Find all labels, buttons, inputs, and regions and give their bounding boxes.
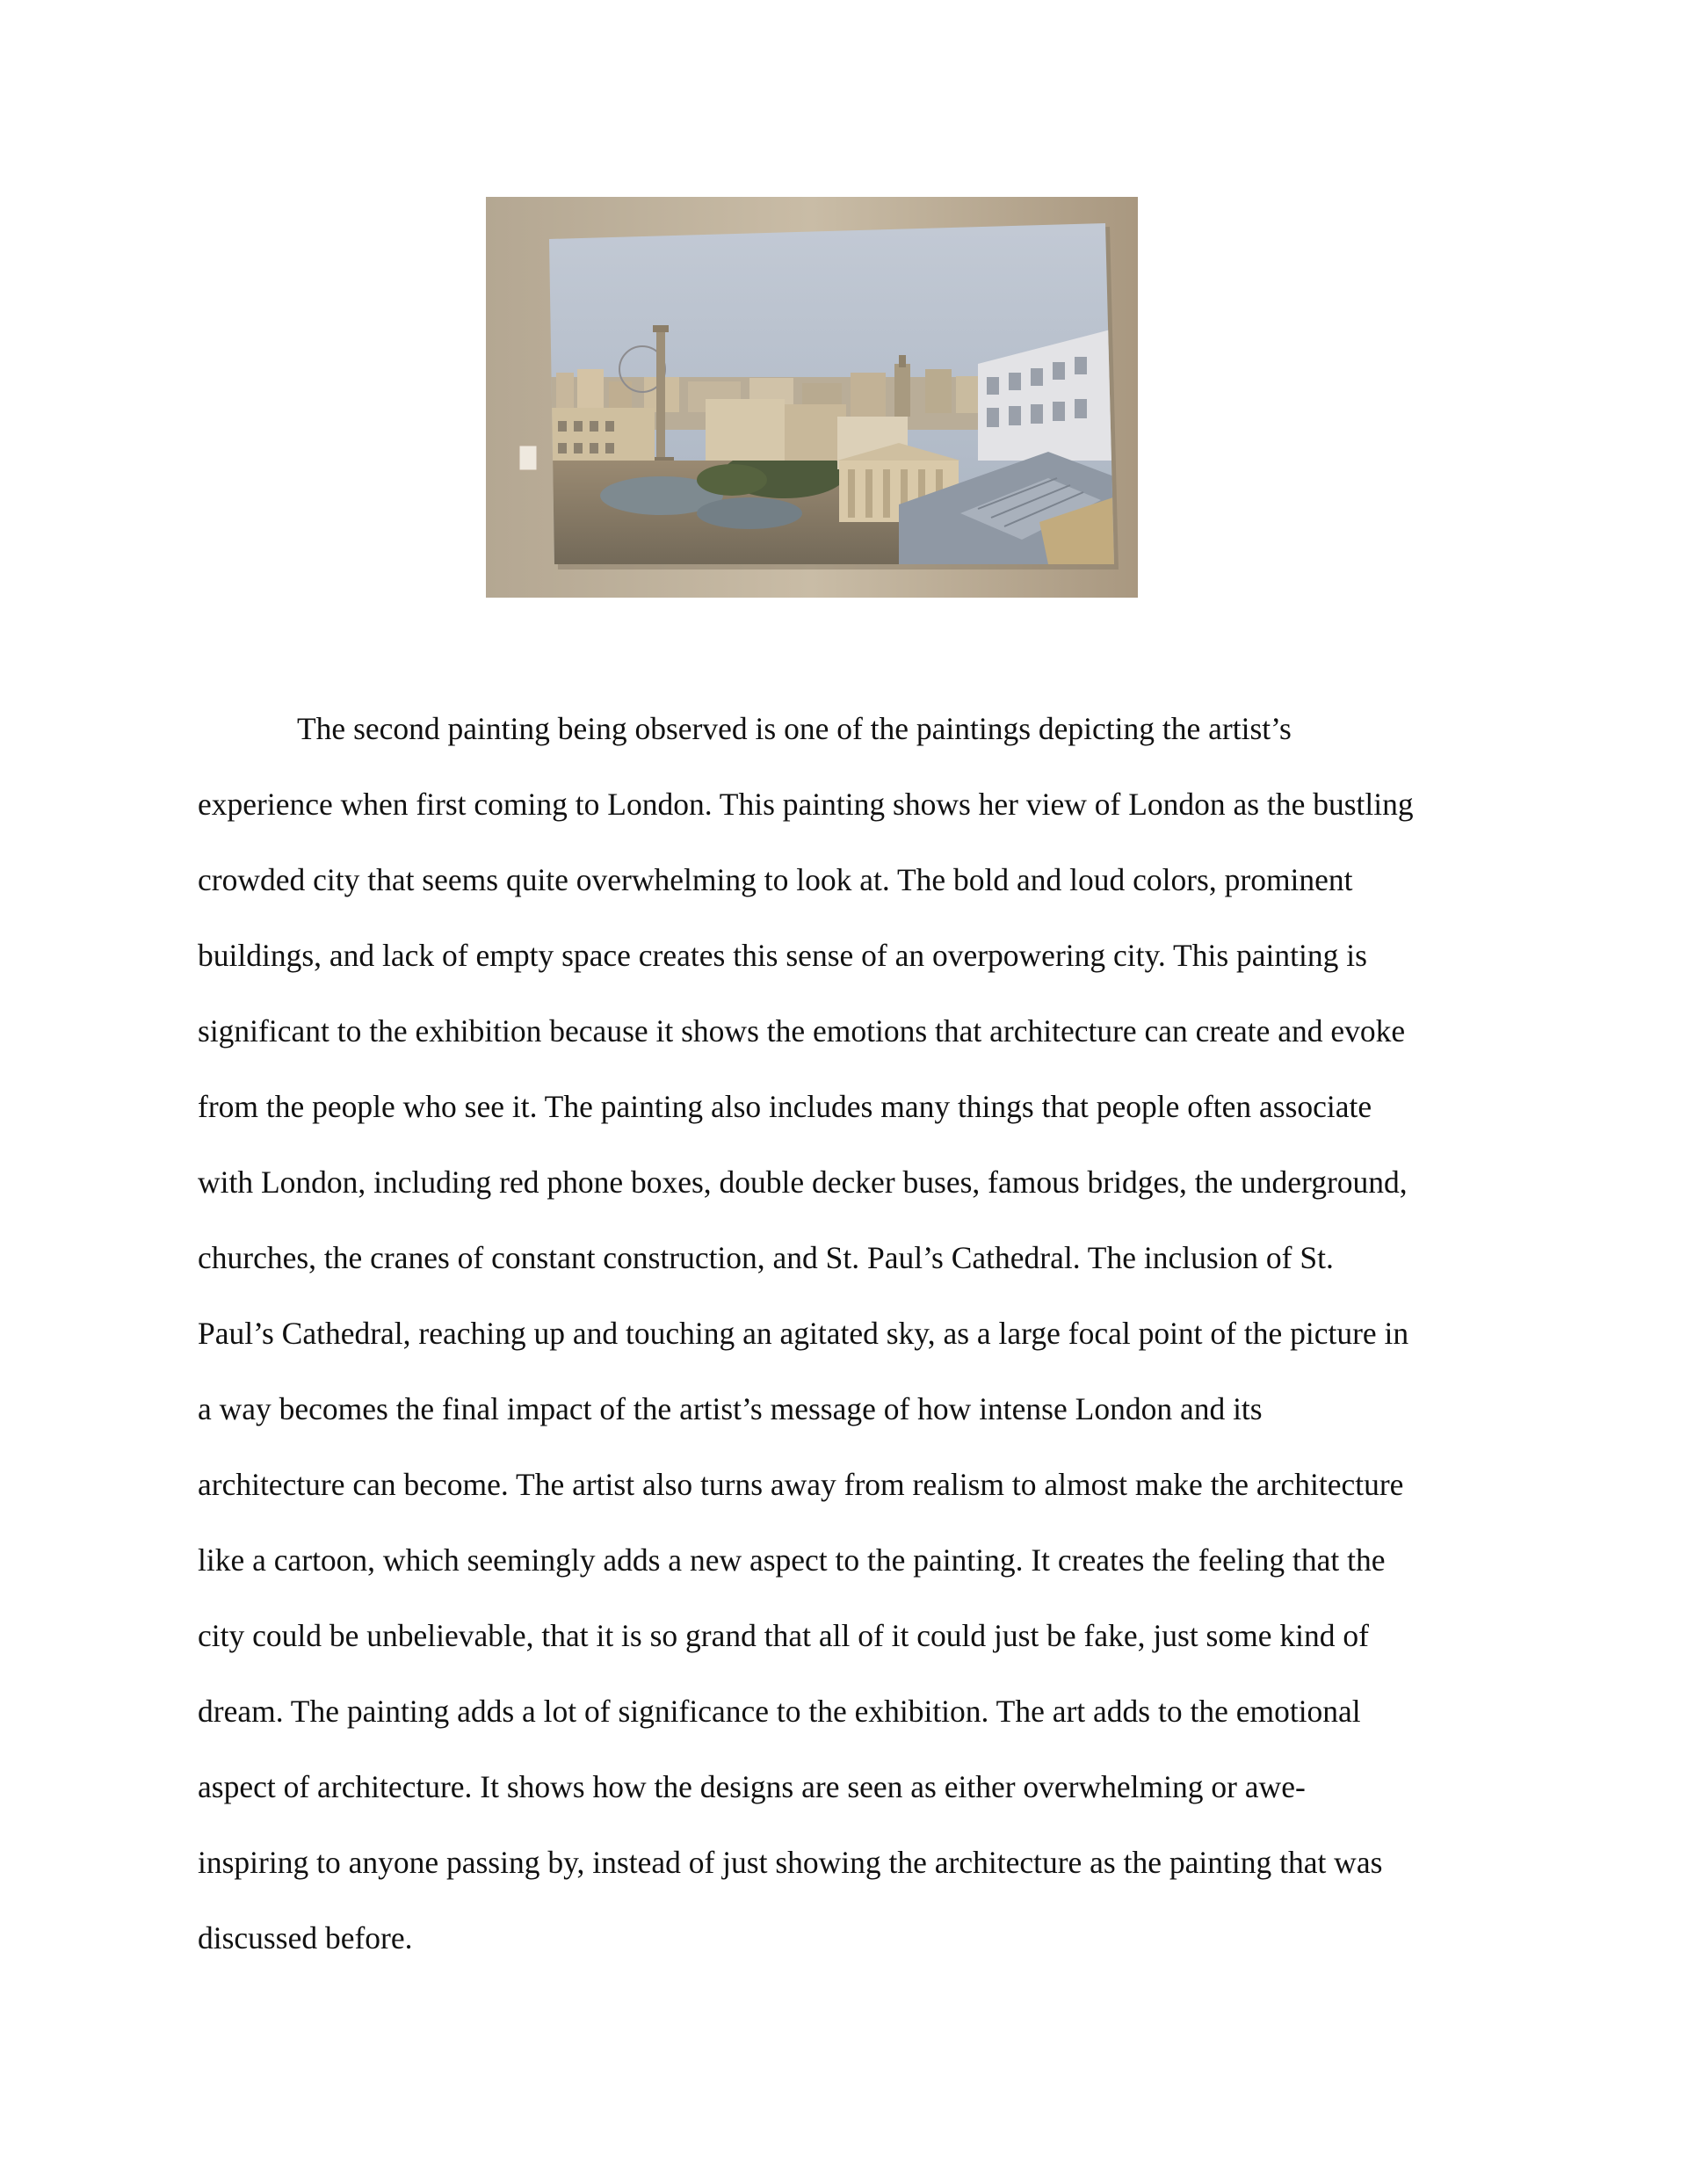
body-paragraph: The second painting being observed is one of the paintings depicting the artist’s experience when first coming to London. This painting shows her view of London as the bustling crowded city that seems quite overwhelming to look at. The bold and loud colors, prominent buildings, and lack of empty space creates this sense of an overpowering city. This painting is significant to the exhibition because it shows the emotions that architecture can create and evoke from the people who see it. The painting also includes many things that people often associate with London, including red phone boxes, double decker buses, famous bridges, the underground, churches, the cranes of constant construction, and St. Paul’s Cathedral. The inclusion of St. Paul’s Cathedral, reaching up and touching an agitated sky, as a large focal point of the picture in a way becomes the final impact of the artist’s message of how intense London and its architecture can become. The artist also turns away from realism to almost make the architecture like a cartoon, which seemingly adds a new aspect to the painting. It creates the feeling that the city could be unbelievable, that it is so grand that all of it could just be fake, just some kind of dream. The painting adds a lot of significance to the exhibition. The art adds to the emotional aspect of architecture. It shows how the designs are seen as either overwhelming or awe- inspiring to anyone passing by, instead of just showing the architecture as the painting that was discussed before. [198, 711, 1414, 1955]
painting-photo [486, 197, 1138, 598]
painting-photo-graphic [486, 197, 1138, 598]
